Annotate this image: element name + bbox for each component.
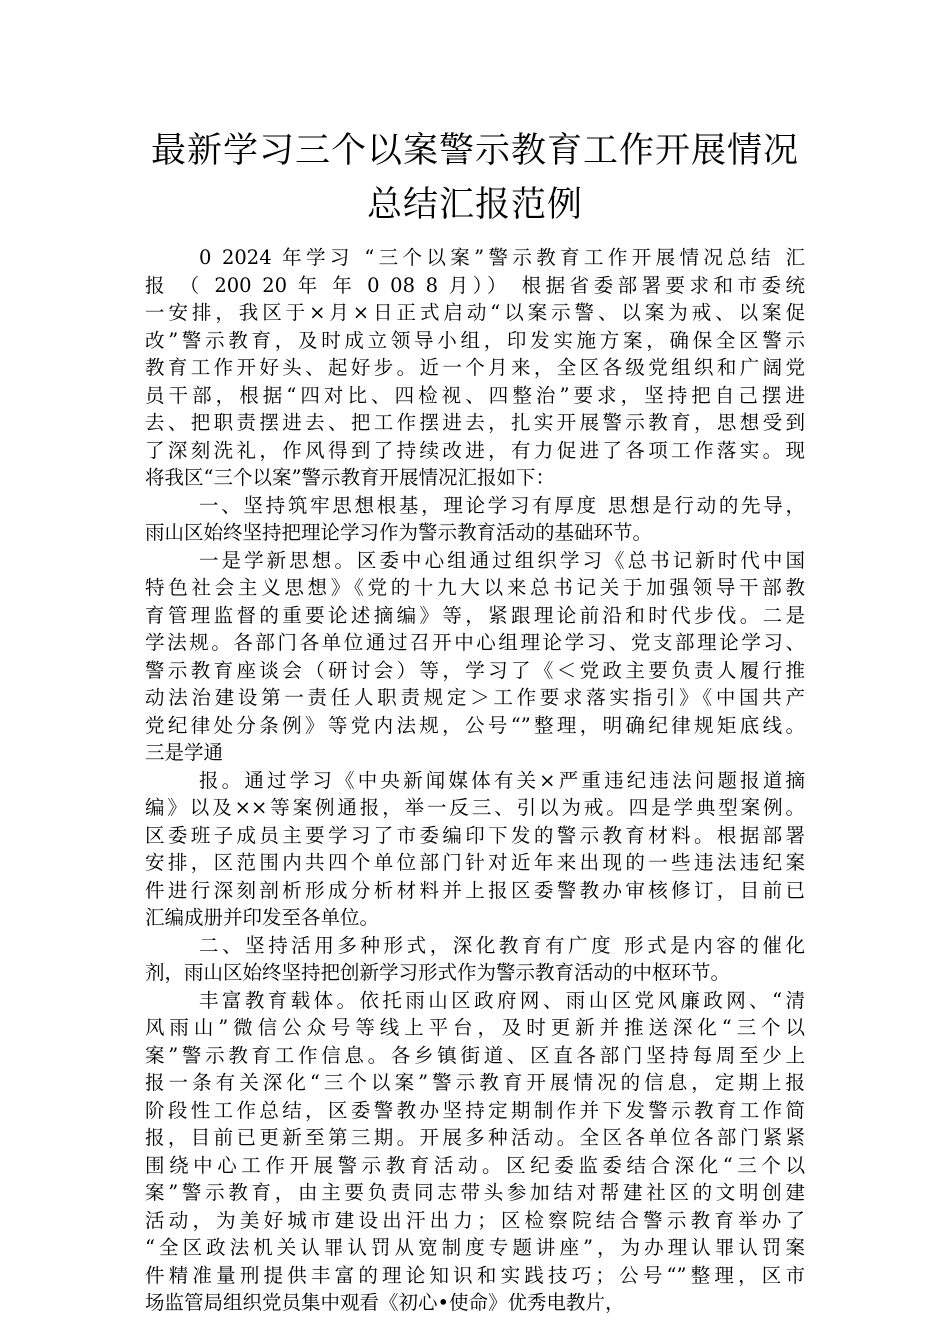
body-text-line: 案”警示教育，由主要负责同志带头参加结对帮建社区的文明创建: [145, 1181, 805, 1204]
body-text-line: 件精准量刑提供丰富的理论知识和实践技巧；公号“”整理，区市: [145, 1263, 805, 1287]
body-text-line: 风雨山”微信公众号等线上平台，及时更新并推送深化“三个以: [145, 1016, 805, 1039]
body-text-line: 编》以及××等案例通报，举一反三、引以为戒。四是学典型案例。: [145, 796, 805, 819]
body-text-line: 丰富教育载体。依托雨山区政府网、雨山区党风廉政网、“清: [199, 988, 805, 1012]
body-text-line: 汇编成册并印发至各单位。: [145, 906, 380, 929]
body-text-line: 报一条有关深化“三个以案”警示教育开展情况的信息，定期上报: [145, 1071, 805, 1094]
body-text-line: 件进行深刻剖析形成分析材料并上报区委警教办审核修订，目前已: [145, 878, 805, 902]
body-text-line: 安排，区范围内共四个单位部门针对近年来出现的一些违法违纪案: [145, 851, 805, 874]
body-text-line: 了深刻洗礼，作风得到了持续改进，有力促进了各项工作落实。现: [145, 438, 805, 462]
body-text-line: 三是学通: [145, 741, 224, 764]
body-text-line: 学法规。各部门各单位通过召开中心组理论学习、党支部理论学习、: [145, 631, 805, 654]
body-text-line: 活动，为美好城市建设出汗出力；区检察院结合警示教育举办了: [145, 1208, 805, 1232]
body-text-line: 一、坚持筑牢思想根基，理论学习有厚度 思想是行动的先导，: [199, 493, 805, 517]
body-text-line: 特色社会主义思想》《党的十九大以来总书记关于加强领导干部教: [145, 576, 805, 599]
body-text-line: 雨山区始终坚持把理论学习作为警示教育活动的基础环节。: [145, 521, 653, 544]
body-text-line: 警示教育座谈会（研讨会）等，学习了《＜党政主要负责人履行推: [145, 658, 805, 682]
body-text-line: 改”警示教育，及时成立领导小组，印发实施方案，确保全区警示: [145, 328, 805, 352]
body-text-line: 报，目前已更新至第三期。开展多种活动。全区各单位各部门紧紧: [145, 1126, 805, 1149]
document-body: [145, 244, 805, 1317]
body-text-line: 教育工作开好头、起好步。近一个月来，全区各级党组织和广阔党: [145, 356, 805, 379]
body-text-line: 将我区“三个以案”警示教育开展情况汇报如下：: [145, 466, 555, 489]
body-text-line: 一安排，我区于×月×日正式启动“以案示警、以案为戒、以案促: [145, 301, 805, 324]
body-text-line: 报 （ 200 20 年 年 0 08 8 月）） 根据省委部署要求和市委统: [145, 273, 805, 297]
body-text-line: 员干部，根据“四对比、四检视、四整治”要求，坚持把自己摆进: [145, 383, 805, 407]
body-text-line: 案”警示教育工作信息。各乡镇街道、区直各部门坚持每周至少上: [145, 1043, 805, 1067]
document-title-line-1: 最新学习三个以案警示教育工作开展情况: [150, 131, 799, 171]
body-text-line: 阶段性工作总结，区委警教办坚持定期制作并下发警示教育工作简: [145, 1098, 805, 1122]
body-text-line: 剂，雨山区始终坚持把创新学习形式作为警示教育活动的中枢环节。: [145, 961, 731, 984]
body-text-line: 去、把职责摆进去、把工作摆进去，扎实开展警示教育，思想受到: [145, 411, 805, 434]
body-text-line: 0 2024 年学习 “三个以案”警示教育工作开展情况总结 汇: [199, 246, 805, 269]
body-text-line: 一是学新思想。区委中心组通过组织学习《总书记新时代中国: [199, 548, 805, 572]
body-text-line: 党纪律处分条例》等党内法规，公号“”整理，明确纪律规矩底线。: [145, 713, 805, 737]
body-text-line: “全区政法机关认罪认罚从宽制度专题讲座”，为办理认罪认罚案: [145, 1236, 805, 1259]
body-text-line: 二、坚持活用多种形式，深化教育有广度 形式是内容的催化: [199, 933, 805, 957]
body-text-line: 报。通过学习《中央新闻媒体有关×严重违纪违法问题报道摘: [199, 768, 805, 792]
body-text-line: 围绕中心工作开展警示教育活动。区纪委监委结合深化“三个以: [145, 1153, 805, 1177]
body-text-line: 动法治建设第一责任人职责规定＞工作要求落实指引》《中国共产: [145, 686, 805, 709]
body-text-line: 场监管局组织党员集中观看《初心•使命》优秀电教片，: [145, 1291, 625, 1314]
body-text-line: 育管理监督的重要论述摘编》等，紧跟理论前沿和时代步伐。二是: [145, 603, 805, 627]
body-text-line: 区委班子成员主要学习了市委编印下发的警示教育材料。根据部署: [145, 823, 805, 847]
document-title-line-2: 总结汇报范例: [366, 185, 583, 225]
